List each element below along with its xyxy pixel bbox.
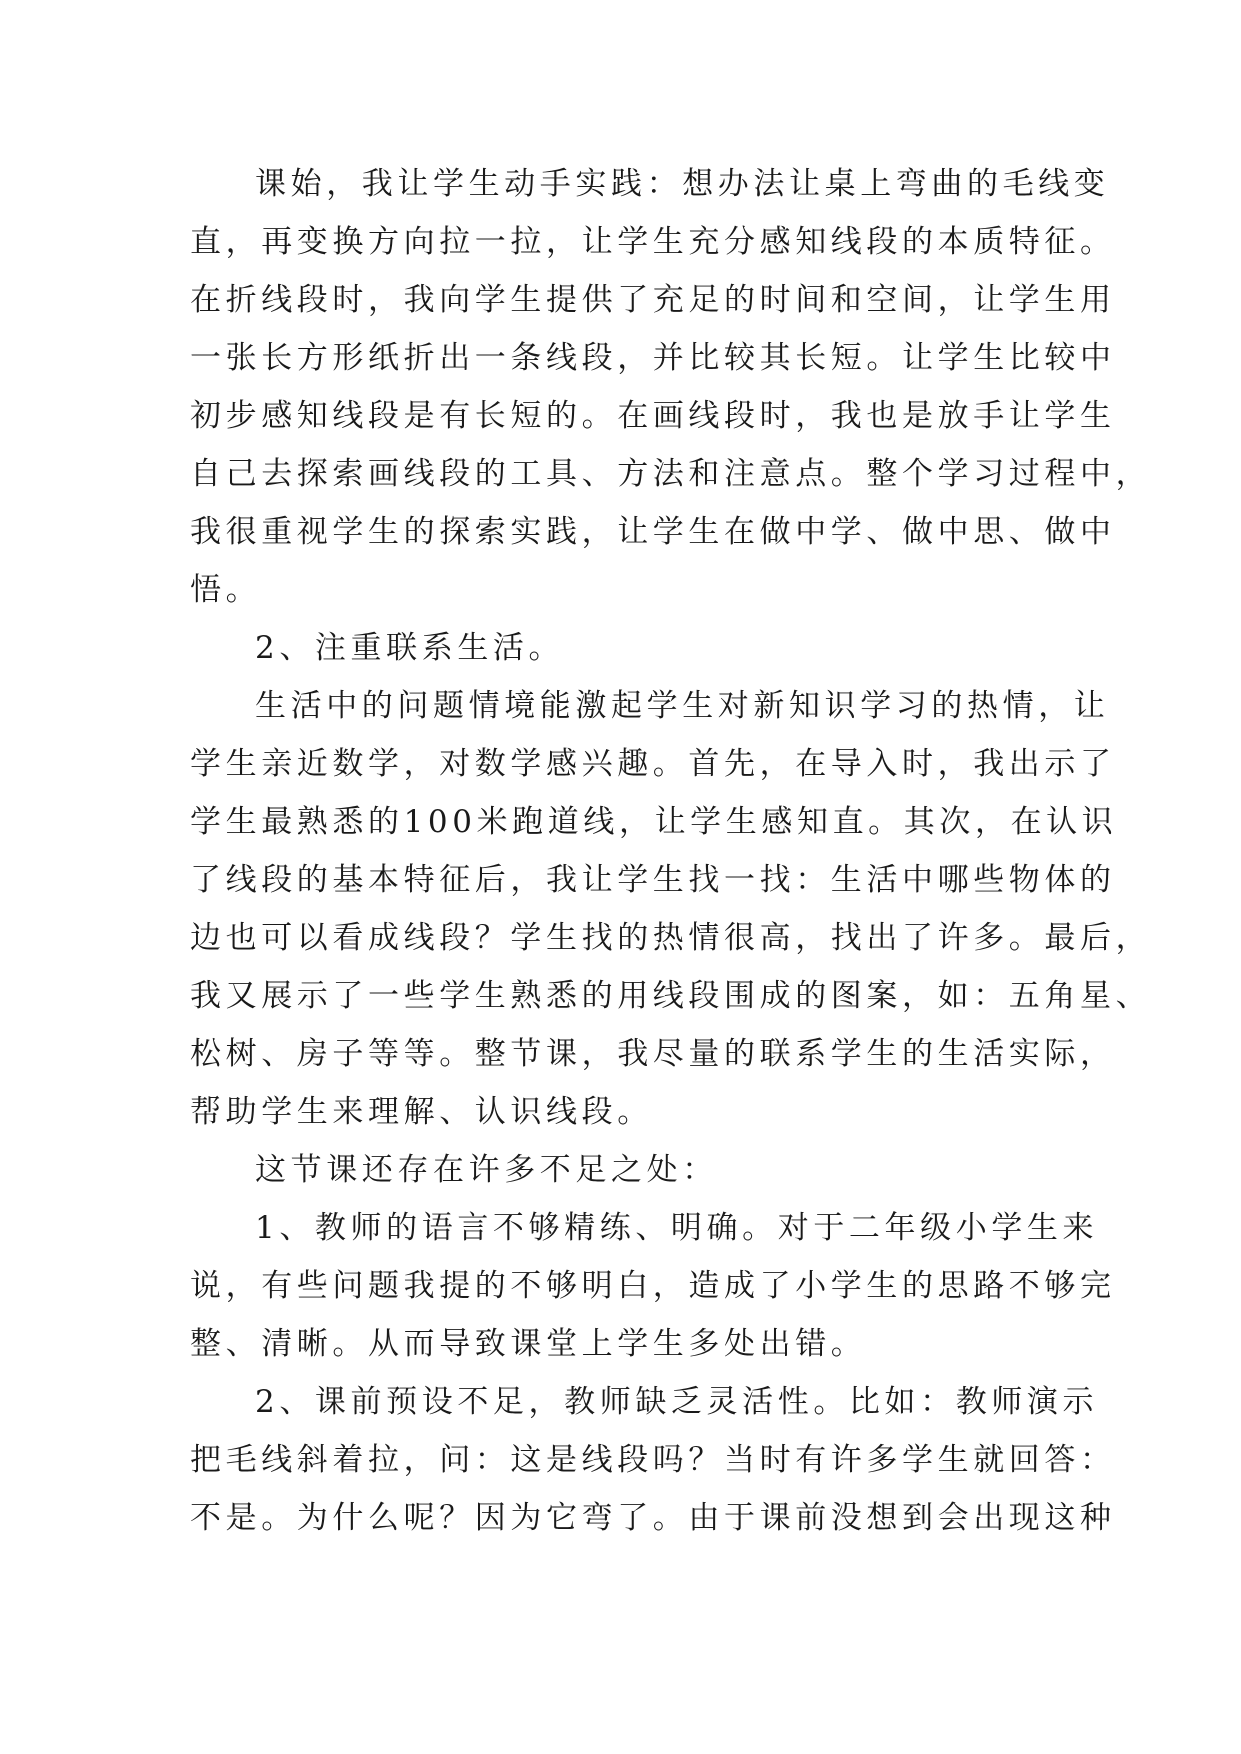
- text-line: 课始，我让学生动手实践：想办法让桌上弯曲的毛线变: [255, 166, 1110, 202]
- text-line: 自己去探索画线段的工具、方法和注意点。整个学习过程中，: [190, 456, 1152, 492]
- text-line: 我很重视学生的探索实践，让学生在做中学、做中思、做中: [190, 514, 1116, 550]
- text-line: 帮助学生来理解、认识线段。: [190, 1094, 653, 1130]
- text-line: 了线段的基本特征后，我让学生找一找：生活中哪些物体的: [190, 862, 1116, 898]
- text-line: 边也可以看成线段？学生找的热情很高，找出了许多。最后，: [190, 920, 1152, 956]
- text-line: 1、教师的语言不够精练、明确。对于二年级小学生来: [255, 1210, 1099, 1246]
- text-line: 学生最熟悉的100米跑道线，让学生感知直。其次，在认识: [190, 804, 1118, 840]
- section-heading: 2、注重联系生活。: [255, 630, 565, 666]
- text-line: 不是。为什么呢？因为它弯了。由于课前没想到会出现这种: [190, 1500, 1116, 1536]
- text-line: 我又展示了一些学生熟悉的用线段围成的图案，如：五角星、: [190, 978, 1152, 1014]
- text-line: 悟。: [190, 572, 262, 608]
- text-line: 说，有些问题我提的不够明白，造成了小学生的思路不够完: [190, 1268, 1116, 1304]
- text-line: 一张长方形纸折出一条线段，并比较其长短。让学生比较中: [190, 340, 1116, 376]
- text-line: 直，再变换方向拉一拉，让学生充分感知线段的本质特征。: [190, 224, 1116, 260]
- text-line: 把毛线斜着拉，问：这是线段吗？当时有许多学生就回答：: [190, 1442, 1116, 1478]
- text-line: 在折线段时，我向学生提供了充足的时间和空间，让学生用: [190, 282, 1116, 318]
- text-line: 学生亲近数学，对数学感兴趣。首先，在导入时，我出示了: [190, 746, 1116, 782]
- text-line: 这节课还存在许多不足之处：: [255, 1152, 718, 1188]
- text-line: 初步感知线段是有长短的。在画线段时，我也是放手让学生: [190, 398, 1116, 434]
- text-line: 生活中的问题情境能激起学生对新知识学习的热情，让: [255, 688, 1110, 724]
- text-line: 整、清晰。从而导致课堂上学生多处出错。: [190, 1326, 867, 1362]
- text-line: 2、课前预设不足，教师缺乏灵活性。比如：教师演示: [255, 1384, 1099, 1420]
- text-line: 松树、房子等等。整节课，我尽量的联系学生的生活实际，: [190, 1036, 1116, 1072]
